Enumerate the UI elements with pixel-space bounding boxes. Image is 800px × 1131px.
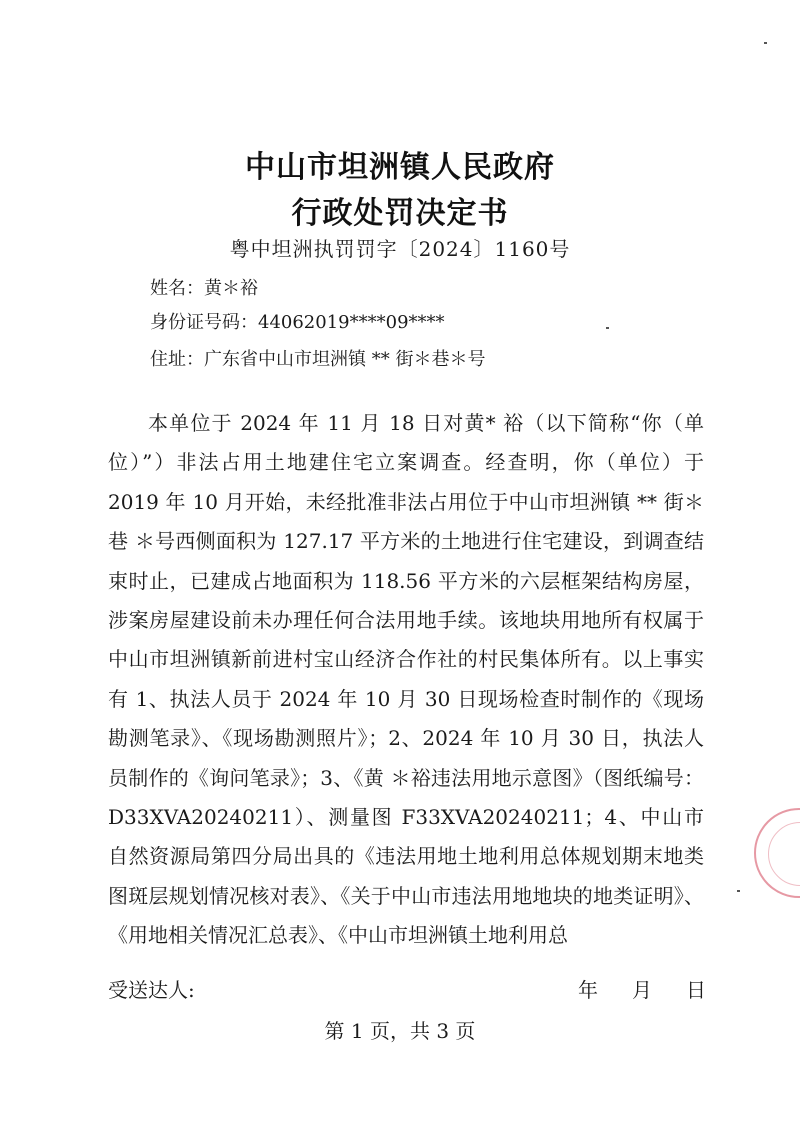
date-line <box>578 974 706 1003</box>
title-line-2: 行政处罚决定书 <box>291 196 509 231</box>
party-address-row <box>150 345 485 371</box>
body-paragraph: 本单位于 2024 年 11 月 18 日对黄* 裕（以下简称“你（单位）”）非法占用土地建住宅立案调查。经查明，你（单位）于 2019 年 10 月开始，未经批准非法占用位于中山市坦洲镇 ** 街＊巷 ＊号西侧面积为 127.17 平方米的土地进行住宅建设，到调查结束时止，已建成占地面积为 118.56 平方米的六层框架结构房屋，涉案房屋建设前未办理任何合法用地手续。该地块用地所有权属于中山市坦洲镇新前进村宝山经济合作社的村民集体所有。以上事实有 1、执法人员于 2024 年 10 月 30 日现场检查时制作的《现场勘测笔录》、《现场勘测照片》；2、2024 年 10 月 30 日，执法人员制作的《询问笔录》；3、《黄 ＊裕违法用地示意图》（图纸编号：D33XVA20240211）、测量图 F33XVA20240211；4、中山市自然资源局第四分局出具的《违法用地土地利用总体规划期末地类图斑层规划情况核对表》、《关于中山市违法用地地块的地类证明》、《用地相关情况汇总表》、《中山市坦洲镇土地利用总 <box>108 411 704 948</box>
scan-speck <box>737 890 740 892</box>
address-label: 住址： <box>150 349 204 370</box>
year-label: 年 <box>578 978 598 1002</box>
address-value: 广东省中山市坦洲镇 ** 街＊巷＊号 <box>204 349 486 370</box>
party-name-row <box>150 274 258 300</box>
id-value: 44062019****09**** <box>258 312 445 333</box>
official-seal-fragment <box>754 808 800 898</box>
month-label: 月 <box>632 978 652 1002</box>
scan-speck <box>764 42 767 44</box>
day-label: 日 <box>686 978 706 1002</box>
page-footer: 第 1 页，共 3 页 <box>324 1019 476 1043</box>
seal-inner-ring <box>768 822 800 886</box>
recipient-label: 受送达人: <box>108 978 195 1002</box>
party-id-row <box>150 308 445 334</box>
name-label: 姓名： <box>150 278 204 299</box>
id-label: 身份证号码： <box>150 312 258 333</box>
scan-speck <box>606 327 609 329</box>
document-number: 粤中坦洲执罚罚字〔2024〕1160号 <box>229 237 571 261</box>
name-value: 黄＊裕 <box>204 278 258 299</box>
title-line-1: 中山市坦洲镇人民政府 <box>245 150 555 185</box>
